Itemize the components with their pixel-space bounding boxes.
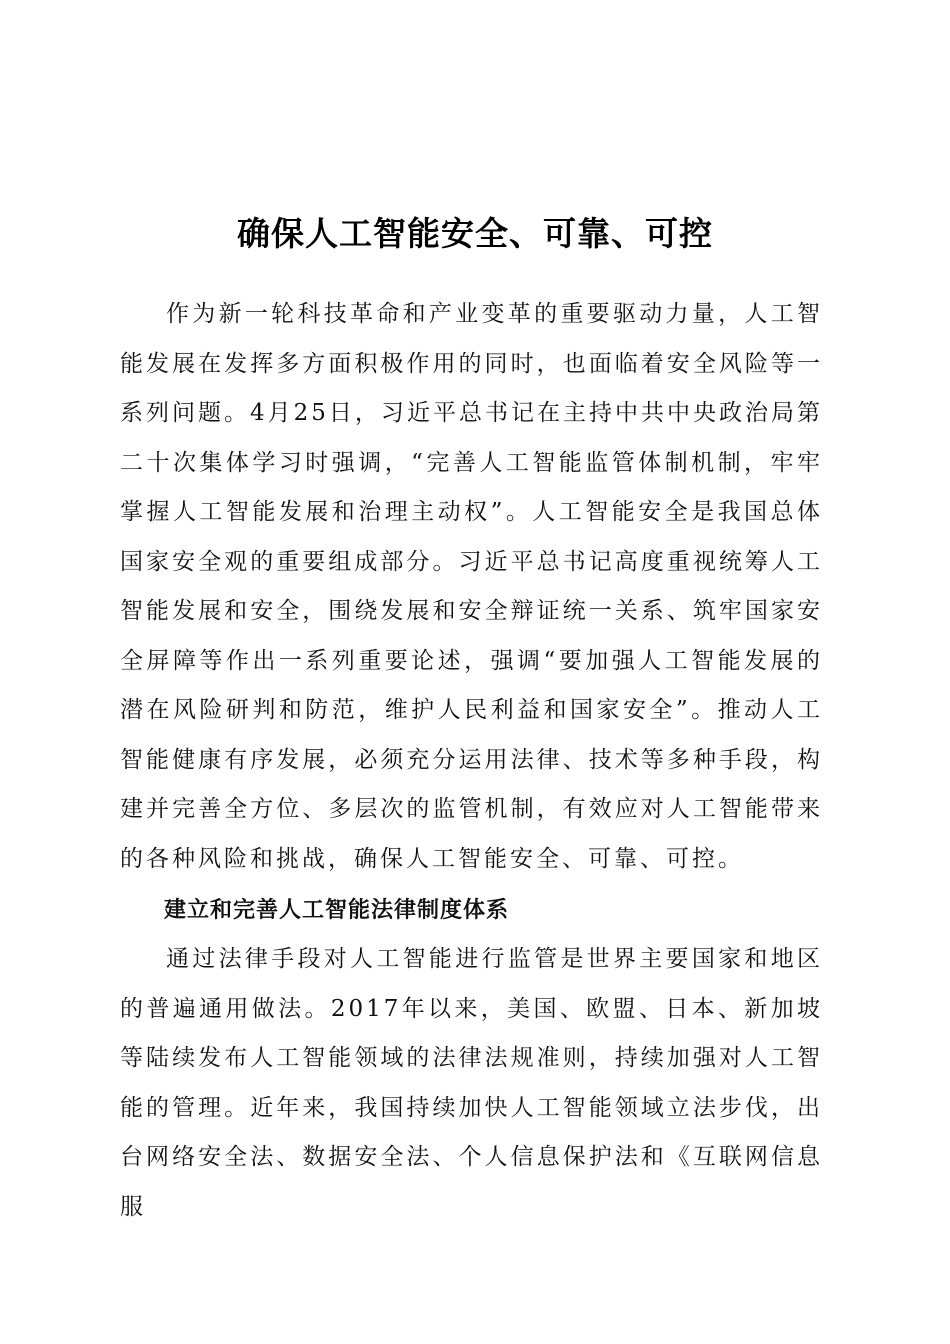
- document-title: 确保人工智能安全、可靠、可控: [237, 214, 713, 254]
- section-heading: 建立和完善人工智能法律制度体系: [164, 898, 510, 923]
- body-paragraph-intro: 作为新一轮科技革命和产业变革的重要驱动力量，人工智能发展在发挥多方面积极作用的同时，也面临着安全风险等一系列问题。4月25日，习近平总书记在主持中共中央政治局第二十次集体学习时强调，“完善人工智能监管体制机制，牢牢掌握人工智能发展和治理主动权”。人工智能安全是我国总体国家安全观的重要组成部分。习近平总书记高度重视统筹人工智能发展和安全，围绕发展和安全辩证统一关系、筑牢国家安全屏障等作出一系列重要论述，强调“要加强人工智能发展的潜在风险研判和防范，维护人民利益和国家安全”。推动人工智能健康有序发展，必须充分运用法律、技术等多种手段，构建并完善全方位、多层次的监管机制，有效应对人工智能带来的各种风险和挑战，确保人工智能安全、可靠、可控。: [120, 301, 823, 872]
- body-paragraph-legal: 通过法律手段对人工智能进行监管是世界主要国家和地区的普遍通用做法。2017年以来，美国、欧盟、日本、新加坡等陆续发布人工智能领域的法律法规准则，持续加强对人工智能的管理。近年来，我国持续加快人工智能领域立法步伐，出台网络安全法、数据安全法、个人信息保护法和《互联网信息服: [120, 946, 823, 1220]
